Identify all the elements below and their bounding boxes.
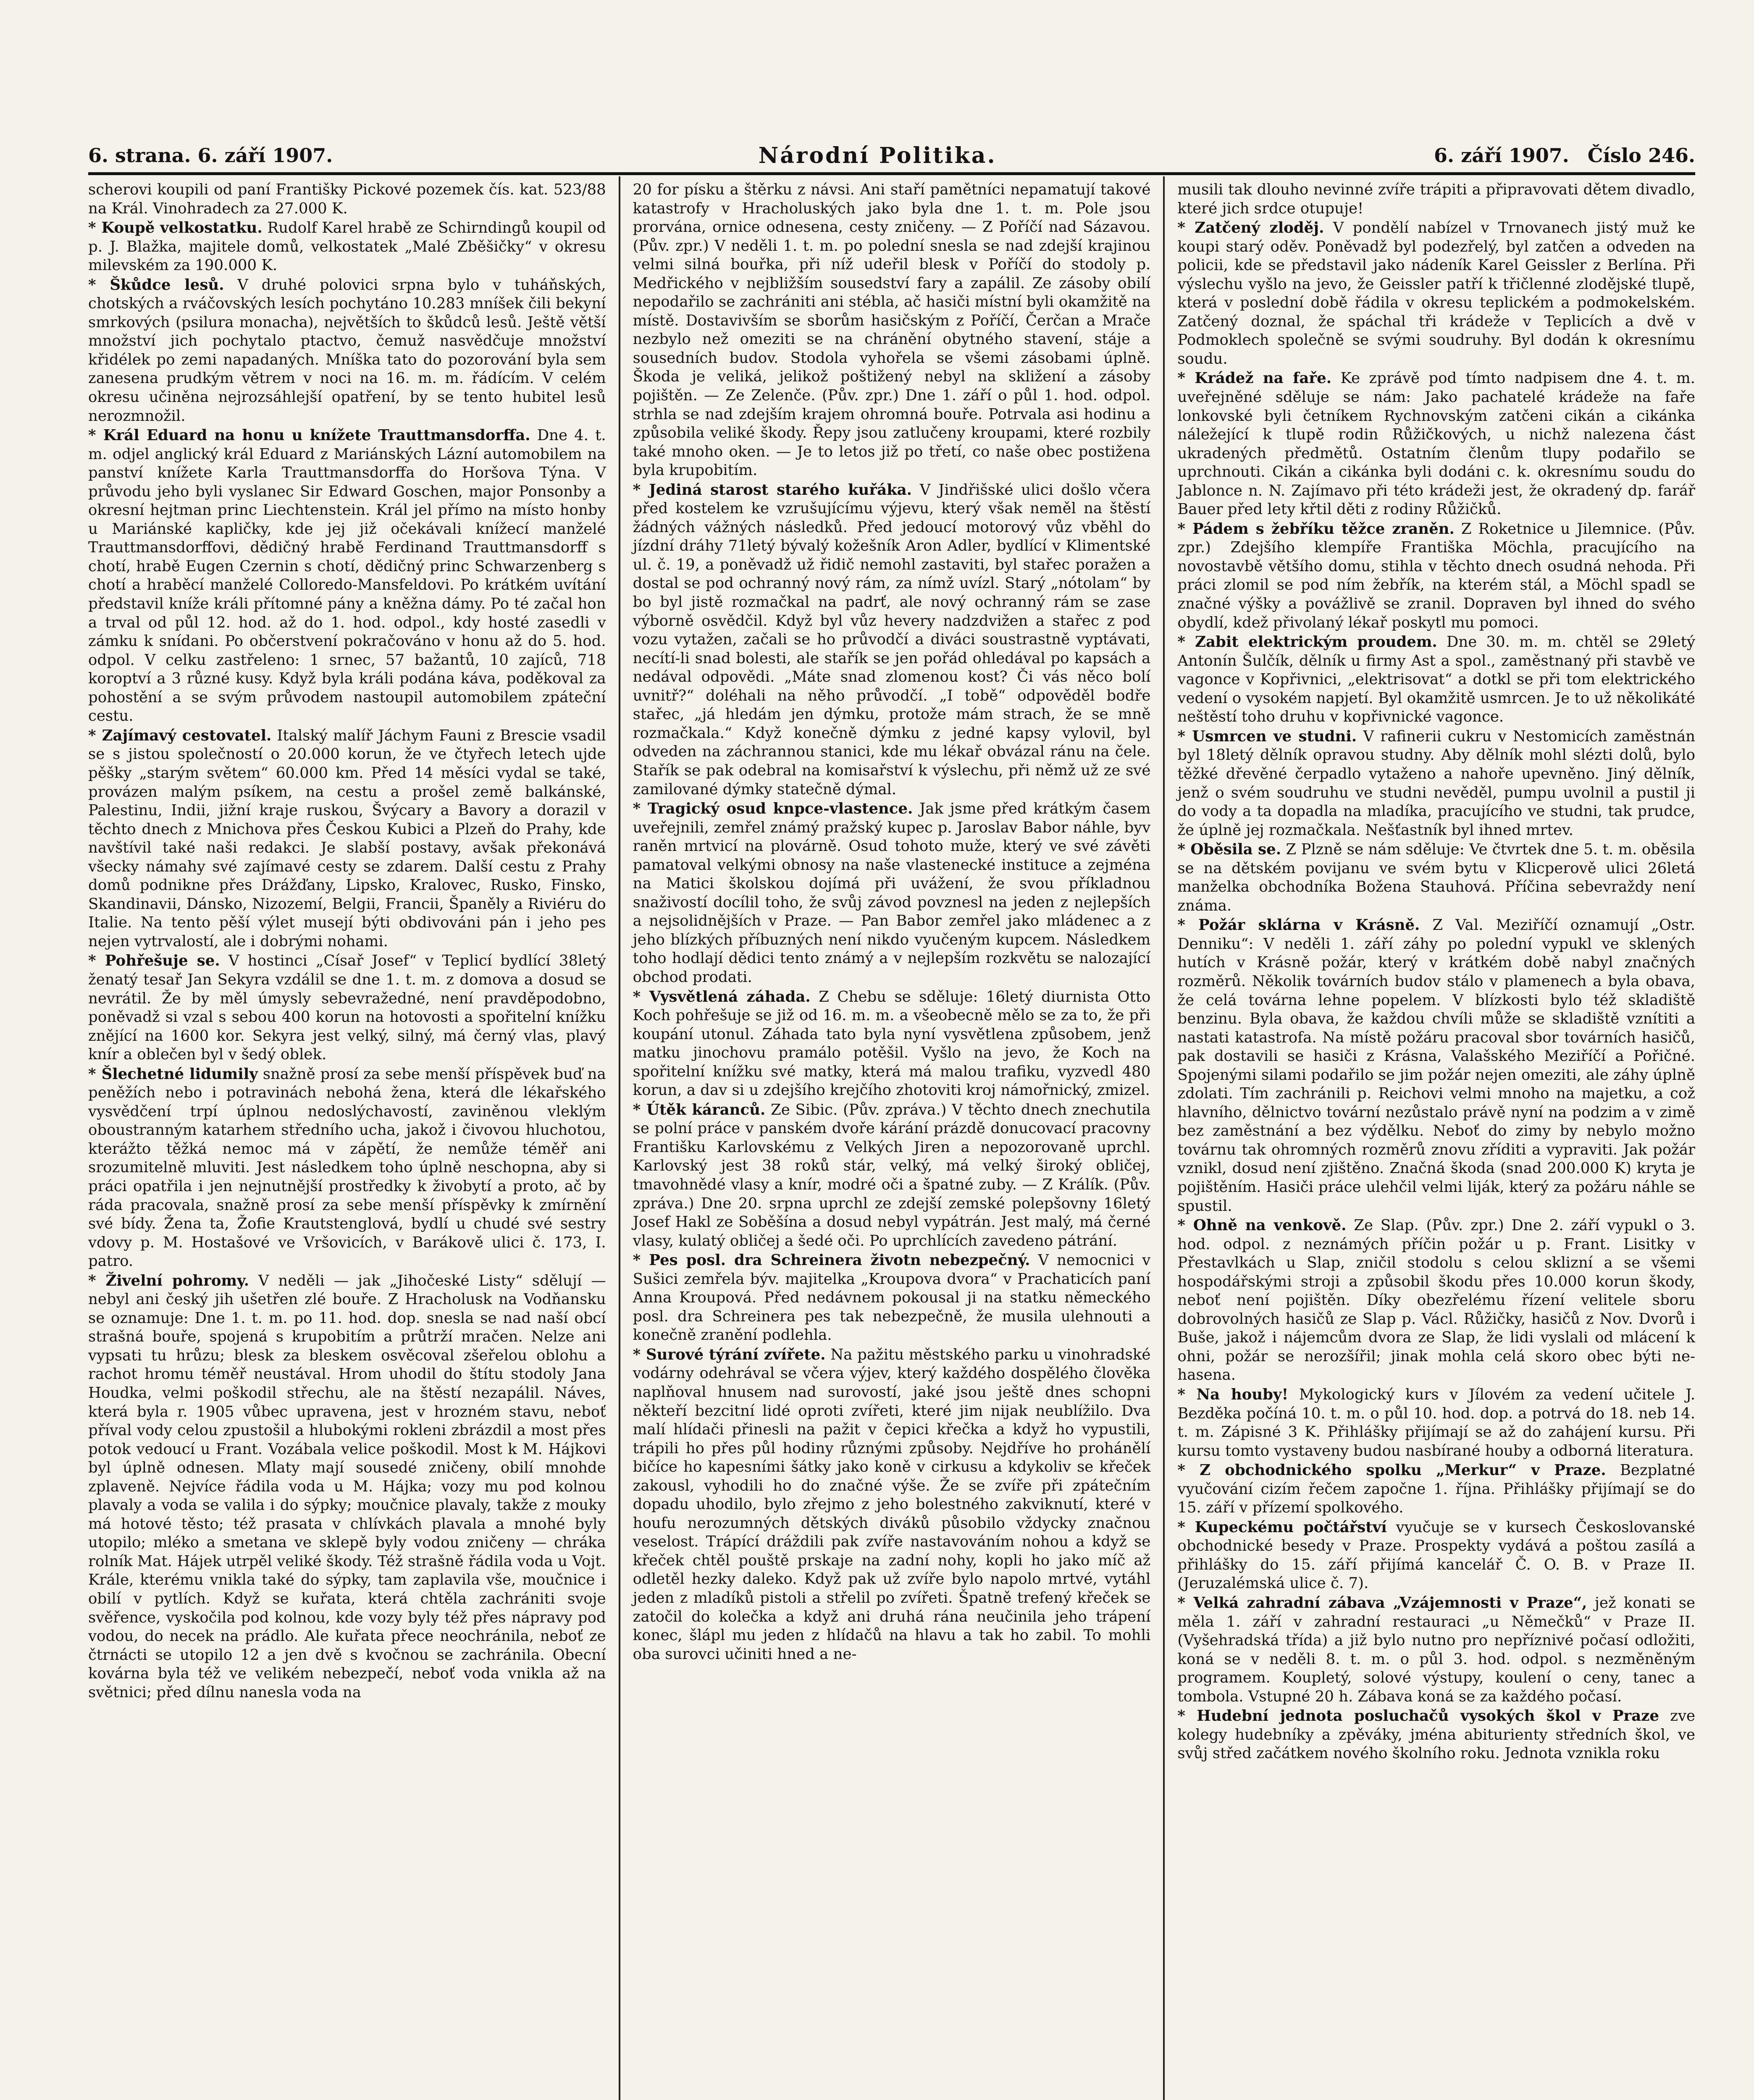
article-body-text: Z Plzně se nám sděluje: Ve čtvrtek dne 5. t. m. oběsila se na dětském povijanu ve svém bytu v Klicperově ulici 26letá manželka obchodníka Božena Stauhová. Příčina sebevraždy není známa. — [1177, 841, 1696, 914]
article-body-text: Na pažitu městského parku u vinohradské vodárny odehrával se včera výjev, který každého dospělého člověka naplňoval hnusem nad surovostí, jaké jsou ještě dnes schopni někteří bezcitní lidé oproti zvířeti, které jim nijak neublížilo. Dva malí hlídači přinesli na pažit v čepici křečka a když ho vypustili, trápili ho přes půl hodiny různými způsoby. Nejdříve ho prohánělí bičíce ho kapesními šátky jako koně v cirkusu a kdykoliv se křeček zakousl, vyhodili ho do značné výše. Že se zvíře při zpátečním dopadu uhodilo, bylo zřejmo z jeho bolestného zakviknutí, které v houfu nerozumných dětských diváků působilo vždycky značnou veselost. Trápící dráždili pak zvíře nastavováním nohou a když se křeček chtěl pouště prskaje na zadní nohy, kopli ho jako míč až odletěl hezky daleko. Když pak už zvíře bylo napolo mrtvé, vytáhl jeden z mladíků pistoli a střelil po zvířeti. Špatně trefený křeček se zatočil do kolečka a když ani druhá rána neučinila jeho trápení konec, šlápl mu jeden z hlídačů na hlavu a tak ho zabil. To mohli oba surovci učiniti hned a ne- — [633, 1346, 1151, 1663]
article-paragraph — [88, 727, 606, 951]
article-headline: * Šlechetné lidumily — [88, 1065, 258, 1083]
article-headline: * Usmrcen ve studni. — [1177, 727, 1357, 745]
article-body-text: zve kolegy hudebníky a zpěváky, jména abiturienty středních škol, ve svůj střed začátkem nového školního roku. Jednota vznikla roku — [1177, 1707, 1696, 1762]
article-paragraph — [1177, 219, 1695, 368]
article-body-text: V druhé polovici srpna bylo v tuháňských, chotských a rváčovských lesích pochytáno 10.283 mníšek čili bekyní smrkových (psilura monacha), největších to škůdců lesů. Ještě větší množství jich pochytalo ptactvo, čemuž nasvědčuje množství křidélek po zemi napadaných. Mníška tato do pozorování byla sem zanesena prudkým větrem v noci na 16. m. m. řádícím. V celém okresu učiněna nejrozsáhlejší opatření, by se tento hubitel lesů nerozmnožil. — [88, 276, 606, 425]
date-left: 6. září 1907. — [197, 144, 333, 167]
article-paragraph — [88, 181, 606, 218]
article-paragraph — [88, 219, 606, 275]
article-body-text: scherovi koupili od paní Františky Pickové pozemek čís. kat. 523/88 na Král. Vinohradech za 27.000 K. — [88, 181, 606, 217]
article-headline: * Tragický osud knpce-vlastence. — [633, 800, 913, 818]
column-1 — [88, 176, 619, 2100]
article-paragraph — [1177, 1594, 1695, 1706]
newspaper-title: Národní Politika. — [758, 142, 997, 168]
article-body-text: Mykologický kurs v Jílovém za vedení učitele J. Bezděka počíná 10. t. m. o půl 10. hod. dop. a potrvá do 18. neb 14. t. m. Zápisné 3 K. Přihlášky přijímají se až do zahájení kursu. Při kursu tomto vystaveny budou nasbírané houby a odborná literatura. — [1177, 1386, 1696, 1460]
article-paragraph — [1177, 1386, 1695, 1460]
article-body-text: V neděli — jak „Jihočeské Listy“ sdělují — nebyl ani český jih ušetřen zlé bouře. Z Hracholusk na Vodňansku se oznamuje: Dne 1. t. m. po 11. hod. dop. snesla se nad naší obcí strašná bouře, spojená s krupobitím a průtrží mračen. Nelze ani vypsati tu hrůzu; blesk za bleskem osvěcoval zšeřelou oblohu a rachot hromu téměř neustával. Hrom uhodil do štítu stodoly Jana Houdka, velmi poškodil střechu, ale na štěstí nezapálil. Náves, která byla r. 1905 vůbec upravena, jest v hrozném stavu, neboť příval vody celou zpustošil a hlubokými rokleni zbrázdil a most přes potok vedoucí u Frant. Vozábala velice poškodil. Most k M. Hájkovi byl úplně odnesen. Mlaty mají sousedé zničeny, obilí mnohde zplaveně. Nejvíce řádila voda u M. Hájka; vozy mu pod kolnou plavaly a voda se valila i do sýpky; moučnice plavaly, takže z mouky má hotové těsto; též prasata v chlívkách plavala a mnohé byly utopilo; mléko a smetana ve sklepě byly vodou zničeny — chráka rolník Mat. Hájek utrpěl veliké škody. Též strašně řádila voda u Vojt. Krále, kterému vnikla také do sýpky, tam zaplavila vše, moučnice i obilí v pytlích. Když se kuřata, která chtěla zachrániti svoje svěřence, vyskočila pod kolnou, kde vozy byly též přes nápravy pod vodou, do necek na prádlo. Ale kuřata přece neochránila, neboť ze čtrnácti se utopilo 12 a jen dvě s kvočnou se zachránila. Obecní kovárna byla též ve velikém nebezpečí, neboť voda vnikla až na světnici; před dílnu nanesla voda na — [88, 1272, 606, 1701]
article-headline: * Hudební jednota posluchačů vysokých škol v Praze — [1177, 1707, 1659, 1725]
masthead-left — [88, 144, 333, 167]
article-body-text: jež konati se měla 1. září v zahradní restauraci „u Němečků“ v Praze II. (Vyšehradská třída) a již bylo nutno pro nepříznivé počasí odložiti, koná se v neděli 8. t. m. o půl 3. hod. odpol. s nezměněným programem. Koupletý, solové výstupy, koulení o ceny, tanec a tombola. Vstupné 20 h. Zábava koná se za každého počasí. — [1177, 1594, 1696, 1705]
article-paragraph — [88, 1065, 606, 1271]
article-paragraph — [633, 1101, 1151, 1250]
article-body-text: V Jindřišské ulici došlo včera před kostelem ke vzrušujícímu výjevu, který však neměl na štěstí žádných vážných následků. Před jedoucí motorový vůz vběhl do jízdní dráhy 71letý bývalý kožešník Aron Adler, bydlící v Klimentské ul. č. 19, a poněvadž už řidič nemohl zastaviti, byl stařec poražen a dostal se pod ochranný nový rám, za nímž uvízl. Starý „nótolam“ by bo byl jistě rozmačkal na padrť, ale nový ochranný rám se zase výborně osvědčil. Když byl vůz hevery nadzdvižen a stařec z pod vozu vytažen, začali se ho průvodčí a diváci soustrastně vyptávati, necítí-li snad bolesti, ale stařík se jen pořád ohledával po kapsách a nedával odpovědi. „Máte snad zlomenou kost? Či vás něco bolí uvnitř?“ doléhali na něho průvodčí. „I tobě“ odpověděl bodře stařec, „já hledám jen dýmku, protože mám strach, že se mně rozmačkala.“ Když konečně dýmku z jedné kapsy vylovil, byl odveden na záchrannou stanici, kde mu lékař obvázal ránu na čele. Stařík se pak odebral na komisařství k výslechu, při němž už ze své zamilované dýmky statečně dýmal. — [633, 481, 1151, 798]
article-body-text: Dne 4. t. m. odjel anglický král Eduard z Mariánských Lázní automobilem na panství knížete Karla Trauttmansdorffa do Horšova Týna. V průvodu jeho byli vyslanec Sir Edward Goschen, major Ponsonby a okresní hejtman princ Liechtenstein. Král jel přímo na místo honby u Mariánské kapličky, kde jej již očekávali knížecí manželé Trauttmansdorffovi, dědičný hrabě Ferdinand Trauttmansdorff s chotí, hrabě Eugen Czernin s chotí, dědičný princ Schwarzenberg s chotí a hraběcí manželé Colloredo-Mansfeldovi. Po krátkém uvítání představil kníže králi přítomné pány a kněžna dámy. Po té začal hon a trval od půl 12. hod. až do 1. hod. odpol., kdy hosté zasedli v zámku k snídani. Po občerstvení pokračováno v honu až do 5. hod. odpol. V celku zastřeleno: 1 srnec, 57 bažantů, 10 zajíců, 718 koroptví a 3 různé kusy. Když byla králi podána káva, poděkoval za pohostění a se svým průvodem nastoupil automobilem zpáteční cestu. — [88, 427, 606, 725]
issue-number: Číslo 246. — [1587, 144, 1695, 167]
masthead — [88, 139, 1695, 175]
article-headline: * Pohřešuje se. — [88, 952, 220, 970]
article-paragraph — [1177, 1216, 1695, 1385]
article-headline: * Kupeckému počtářství — [1177, 1518, 1387, 1536]
column-2 — [619, 176, 1163, 2100]
article-body-text: Ze Sibic. (Pův. zpráva.) V těchto dnech znechutila se polní práce v panském dvoře kárání prázdě donucovací pracovny Františku Karlovskému z Velkých Jiren a nepozorovaně uprchl. Karlovský jest 38 roků stár, velký, má velký široký obličej, tmavohnědé vlasy a knír, modré oči a špatné zuby. — Z Králík. (Pův. zpráva.) Dne 20. srpna uprchl ze zdejší zemské polepšovny 16letý Josef Hakl ze Soběšína a dosud nebyl vypátrán. Jest malý, má černé vlasy, kulatý obličej a šedé oči. Po uprchlících zavedeno pátrání. — [633, 1101, 1151, 1250]
article-headline: * Škůdce lesů. — [88, 276, 224, 294]
masthead-right — [1422, 144, 1695, 167]
article-paragraph — [1177, 369, 1695, 519]
article-paragraph — [1177, 181, 1695, 218]
article-paragraph — [1177, 840, 1695, 915]
article-body-text: V pondělí nabízel v Trnovanech jistý muž ke koupi starý oděv. Poněvadž byl podezřelý, byl zatčen a odveden na policii, kde se představil jako nádeník Karel Geissler z Berlína. Při výslechu vyšlo na jevo, že Geissler patří k třičlenné zlodějské tlupě, která v poslední době řádila v okresu teplickém a podmokelském. Zatčený doznal, že spáchal tři krádeže v Teplicích a dvě v Podmoklech společně se svými soudruhy. Byl dodán k okresnímu soudu. — [1177, 219, 1696, 368]
article-paragraph — [88, 1272, 606, 1702]
article-body-text: V rafinerii cukru v Nestomicích zaměstnán byl 18letý dělník opravou studny. Aby dělník mohl slézti dolů, bylo těžké dřevěné čerpadlo vytaženo a nahoře upevněno. Jiný dělník, jenž o svém soudruhu ve studni nevěděl, pumpu uvolnil a pustil ji do vody a ta dopadla na mladíka, pracujícího ve studni, tak prudce, že úplně jej rozmačkala. Nešťastník byl ihned mrtev. — [1177, 727, 1696, 839]
article-body-text: Dne 30. m. m. chtěl se 29letý Antonín Šulčík, dělník u firmy Ast a spol., zaměstnaný při stavbě ve vagonce v Kopřivnici, „elektrisovat“ a dotkl se při tom elektrického vedení o vysokém napjetí. Byl okamžitě usmrcen. Je to už několikáté neštěstí toho druhu v kopřivnické vagonce. — [1177, 633, 1696, 726]
article-paragraph — [88, 952, 606, 1064]
article-paragraph — [633, 1251, 1151, 1345]
article-headline: * Na houby! — [1177, 1386, 1289, 1403]
article-paragraph — [633, 181, 1151, 480]
article-body-text: Z Roketnice u Jilemnice. (Pův. zpr.) Zdejšího klempíře Františka Möchla, pracujícího na novostavbě většího domu, stihla v těchto dnech osudná nehoda. Při práci zlomil se pod ním žebřík, na kterém stál, a Möchl spadl se značné výšky a povážlivě se zranil. Dopraven byl ihned do svého obydlí, kdež přivolaný lékař poskytl mu pomoci. — [1177, 520, 1696, 631]
article-body-text: vyučuje se v kursech Českoslovanské obchodnické besedy v Praze. Prospekty vydává a poštou zasílá a přihlášky do 15. září přijímá kancelář Č. O. B. v Praze II. (Jeruzalémská ulice č. 7). — [1177, 1518, 1696, 1592]
article-body-text: 20 for písku a štěrku z návsi. Ani staří pamětníci nepamatují takové katastrofy v Hracholuských jako byla dne 1. t. m. Pole jsou prorvána, ornice odnesena, cesty zničeny. — Z Poříčí nad Sázavou. (Pův. zpr.) V neděli 1. t. m. po polední snesla se nad zdejší krajinou velmi silná bouřka, při níž udeřil blesk v Poříčí do stodoly p. Medřického v nejbližším sousedství fary a zapálil. Ze zásoby obilí nepodařilo se zachrániti ani stébla, ač hasiči místní byli okamžitě na místě. Dostavivším se sborům hasičským z Poříčí, Čerčan a Mrače nezbylo než omeziti se na chránění obytného stavení, stáje a sousedních budov. Stodola vyhořela se všemi zásobami úplně. Škoda je veliká, jelikož poštižený nebyl na skližení a zásoby pojištěn. — Ze Zelenče. (Pův. zpr.) Dne 1. září o půl 1. hod. odpol. strhla se nad zdejším krajem ohromná bouře. Potrvala asi hodinu a způsobila veliké škody. Řepy jsou zatlučeny kroupami, které rozbily také mnoho oken. — Je to letos již po třetí, co naše obec postižena byla krupobitím. — [633, 181, 1151, 479]
article-paragraph — [1177, 520, 1695, 632]
article-body-text: Rudolf Karel hrabě ze Schirndingů koupil od p. J. Blažka, majitele domů, velkostatek „Malé Zběšičky“ v okresu milevském za 190.000 K. — [88, 219, 606, 274]
article-body-text: Jak jsme před krátkým časem uveřejnili, zemřel známý pražský kupec p. Jaroslav Babor náhle, byv raněn mrtvicí na plovárně. Osud tohoto muže, který ve své závěti pamatoval velkými obnosy na naše vlastenecké instituce a zejména na Matici školskou dojímá při uvážení, že svou příkladnou snaživostí docílil toho, že svůj závod povznesl na jeden z nejlepších a nejsolidnějších v Praze. — Pan Babor zemřel jako mládenec a z jeho blízkých příbuzných není nikdo vyučeným kupcem. Následkem toho hodlají dědici tento známý a v nejlepším rozkvětu se nalozající obchod prodati. — [633, 800, 1151, 986]
article-body-text: V nemocnici v Sušici zemřela býv. majitelka „Kroupova dvora“ v Prachaticích paní Anna Kroupová. Před nedávnem pokousal ji na statku německého posl. dra Schreinera pes tak nebezpečně, že musila ulehnouti a konečně zranění podlehla. — [633, 1252, 1151, 1344]
article-paragraph — [633, 800, 1151, 987]
article-headline: * Živelní pohromy. — [88, 1272, 249, 1289]
article-headline: * Zabit elektrickým proudem. — [1177, 633, 1437, 651]
article-headline: * Vysvětlená záhada. — [633, 988, 811, 1005]
article-headline: * Útěk káranců. — [633, 1101, 766, 1118]
article-paragraph — [1177, 1461, 1695, 1517]
article-body-text: Italský malíř Jáchym Fauni z Brescie vsadil se s jistou společností o 20.000 korun, že ve čtyřech letech ujde pěšky „starým světem“ 60.000 km. Před 14 měsíci vydal se také, provázen malým psíkem, na cestu a prošel země balkánské, Palestinu, Indii, jižní kraje ruskou, Švýcary a Bavory a dorazil v těchto dnech z Mnichova přes Českou Kubici a Plzeň do Prahy, kde navštívil také naši redakci. Je slabší postavy, avšak překonává všecky námahy své zajímavé cesty se zdarem. Další cestu z Prahy domů podnikne přes Drážďany, Lipsko, Kralovec, Rusko, Finsko, Skandinavii, Dánsko, Nizozemí, Belgii, Francii, Španěly a Riviéru do Italie. Na tento pěší výlet musejí býti obdivováni pán i jeho pes nejen vytrvalostí, ale i dobrými nohami. — [88, 727, 606, 950]
article-body-text: V hostinci „Císař Josef“ v Teplicí bydlící 38letý ženatý tesař Jan Sekyra vzdálil se dne 1. t. m. z domova a dosud se nevrátil. Že by měl úmysly sebevražedné, není pravděpodobno, poněvadž si vzal s sebou 400 korun na hotovosti a spořitelní knížku znějící na 1600 kor. Sekyra jest velký, silný, má černý vlas, plavý knír a oblečen byl v šedý oblek. — [88, 952, 606, 1063]
page-label: 6. strana. — [88, 144, 191, 167]
article-headline: * Zatčený zloděj. — [1177, 219, 1324, 237]
article-paragraph — [88, 426, 606, 726]
text-columns — [88, 176, 1695, 2100]
article-headline: * Ohně na venkově. — [1177, 1217, 1347, 1234]
article-headline: * Krádež na faře. — [1177, 370, 1332, 387]
article-body-text: musili tak dlouho nevinné zvíře trápiti a připravovati dětem divadlo, které jich srdce otupuje! — [1177, 181, 1696, 217]
article-paragraph — [1177, 916, 1695, 1215]
article-headline: * Velká zahradní zábava „Vzájemnosti v Praze“, — [1177, 1594, 1587, 1612]
article-paragraph — [1177, 1707, 1695, 1763]
article-headline: * Pes posl. dra Schreinera životn nebezpečný. — [633, 1252, 1030, 1269]
article-headline: * Král Eduard na honu u knížete Trauttmansdorffa. — [88, 427, 530, 444]
article-headline: * Oběsila se. — [1177, 841, 1281, 858]
article-paragraph — [88, 276, 606, 425]
article-body-text: Bezplatné vyučování cizím řečem započne 1. října. Přihlášky přijímají se do 15. září v přízemí spolkového. — [1177, 1462, 1696, 1517]
date-right: 6. září 1907. — [1434, 144, 1569, 167]
article-headline: * Z obchodnického spolku „Merkur“ v Praze. — [1177, 1462, 1606, 1479]
article-headline: * Koupě velkostatku. — [88, 219, 263, 237]
article-paragraph — [633, 1346, 1151, 1664]
article-paragraph — [1177, 1518, 1695, 1593]
article-headline: * Surové týrání zvířete. — [633, 1346, 826, 1363]
article-headline: * Zajímavý cestovatel. — [88, 727, 272, 744]
article-body-text: Ze Slap. (Pův. zpr.) Dne 2. září vypukl o 3. hod. odpol. z neznámých příčin požár u p. Frant. Lisitky v Přestavlkách u Slap, zničil stodolu s celou sklizní a se všemi hospodářskými stroji a způsobil škodu přes 10.000 korun škody, neboť není pojištěn. Díky obezřelému řízení velitele sboru dobrovolných hasičů ze Slap p. Václ. Růžičky, hasičů z Nov. Dvorů i Buše, jakož i nájemcům dvora ze Slap, že lidi vyslali od mlácení k ohni, požár se nerozšířil; jinak mohla celá skoro obec býti ne-hasena. — [1177, 1217, 1696, 1384]
article-paragraph — [633, 481, 1151, 799]
column-3 — [1163, 176, 1695, 2100]
article-body-text: Z Chebu se sděluje: 16letý diurnista Otto Koch pohřešuje se již od 16. m. m. a všeobecně mělo se za to, že při koupání utonul. Záhada tato byla nyní vysvětlena způsobem, jenž matku jinochovu pramálo potěšil. Vyšlo na jevo, že Koch na spořitelní knížku své matky, která má malou trafiku, vyzvedl 480 korun, a dav si u zdejšího krejčího zhotoviti kroj námořnický, zmizel. — [633, 988, 1151, 1099]
article-paragraph — [1177, 727, 1695, 840]
article-headline: * Požár sklárna v Krásně. — [1177, 916, 1420, 934]
article-headline: * Jediná starost starého kuřáka. — [633, 481, 912, 499]
article-paragraph — [1177, 633, 1695, 727]
article-paragraph — [633, 988, 1151, 1100]
article-headline: * Pádem s žebříku těžce zraněn. — [1177, 520, 1455, 538]
article-body-text: Ke zprávě pod tímto nadpisem dne 4. t. m. uveřejněné sděluje se nám: Jako pachatelé krádeže na faře lonkovské byli četníkem Rychnovským zatčeni cikán a cikánka náležející k tlupě rodin Růžičkových, u nichž nalezena část ukradených předmětů. Ostatním členům tlupy podařilo se uprchnouti. Cikán a cikánka byli dodáni c. k. okresnímu soudu do Jablonce n. N. Zajímavo při této krádeži jest, že okradený dp. farář Bauer před lety křtil děti z rodiny Růžičků. — [1177, 370, 1696, 518]
article-body-text: snažně prosí za sebe menší příspěvek buď na peněžích nebo i potravinách nebohá žena, která dle lékařského vysvědčení trpí úplnou nedoslýchavostí, zaviněnou vleklým oboustranným katarhem středního ucha, jakož i čivovou hluchotou, kterážto těžká nemoc má v zápětí, že nemůže téměř ani srozumitelně mluviti. Jest následkem toho úplně neschopna, aby si práci opatřila i jen nejnutnější prostředky k živobytí a proto, ač by ráda pracovala, snažně prosí za sebe menší příspěvky k zmírnění své bídy. Žena ta, Žofie Krautstenglová, bydlí u chudé své sestry vdovy p. M. Hostašové ve Vršovicích, v Barákově ulici č. 173, I. patro. — [88, 1065, 606, 1270]
article-body-text: Z Val. Meziříčí oznamují „Ostr. Denniku“: V neděli 1. září záhy po polední vypukl ve sklených hutích v Krásně požár, který v krátkém době nabyl značných rozměrů. Několik továrních budov stálo v plamenech a byla obava, že celá továrna lehne popelem. V blízkosti bylo též skladiště benzinu. Byla obava, že každou chvíli může se skladiště vznítiti a nastati katastrofa. Na místě požáru pracoval sbor továrních hasičů, pak dostavili se hasiči z Krásna, Valašského Meziříčí a Pořičné. Spojenými silami podařilo se jim požár nejen omeziti, ale záhy úplně zdolati. Tím zachránili p. Reichovi velmi mnoho na majetku, a což hlavního, dělnictvo tovární nezůstalo právě nyní na podzim a v zimě bez zaměstnání a bez výdělku. Neboť do zimy by nebylo možno továrnu tak ohromných rozměrů znovu zříditi a vypraviti. Jak požár vznikl, dosud není zjištěno. Značná škoda (snad 200.000 K) kryta je pojištěním. Hasiči práce ulehčil velmi liják, který za požáru náhle se spustil. — [1177, 916, 1696, 1215]
